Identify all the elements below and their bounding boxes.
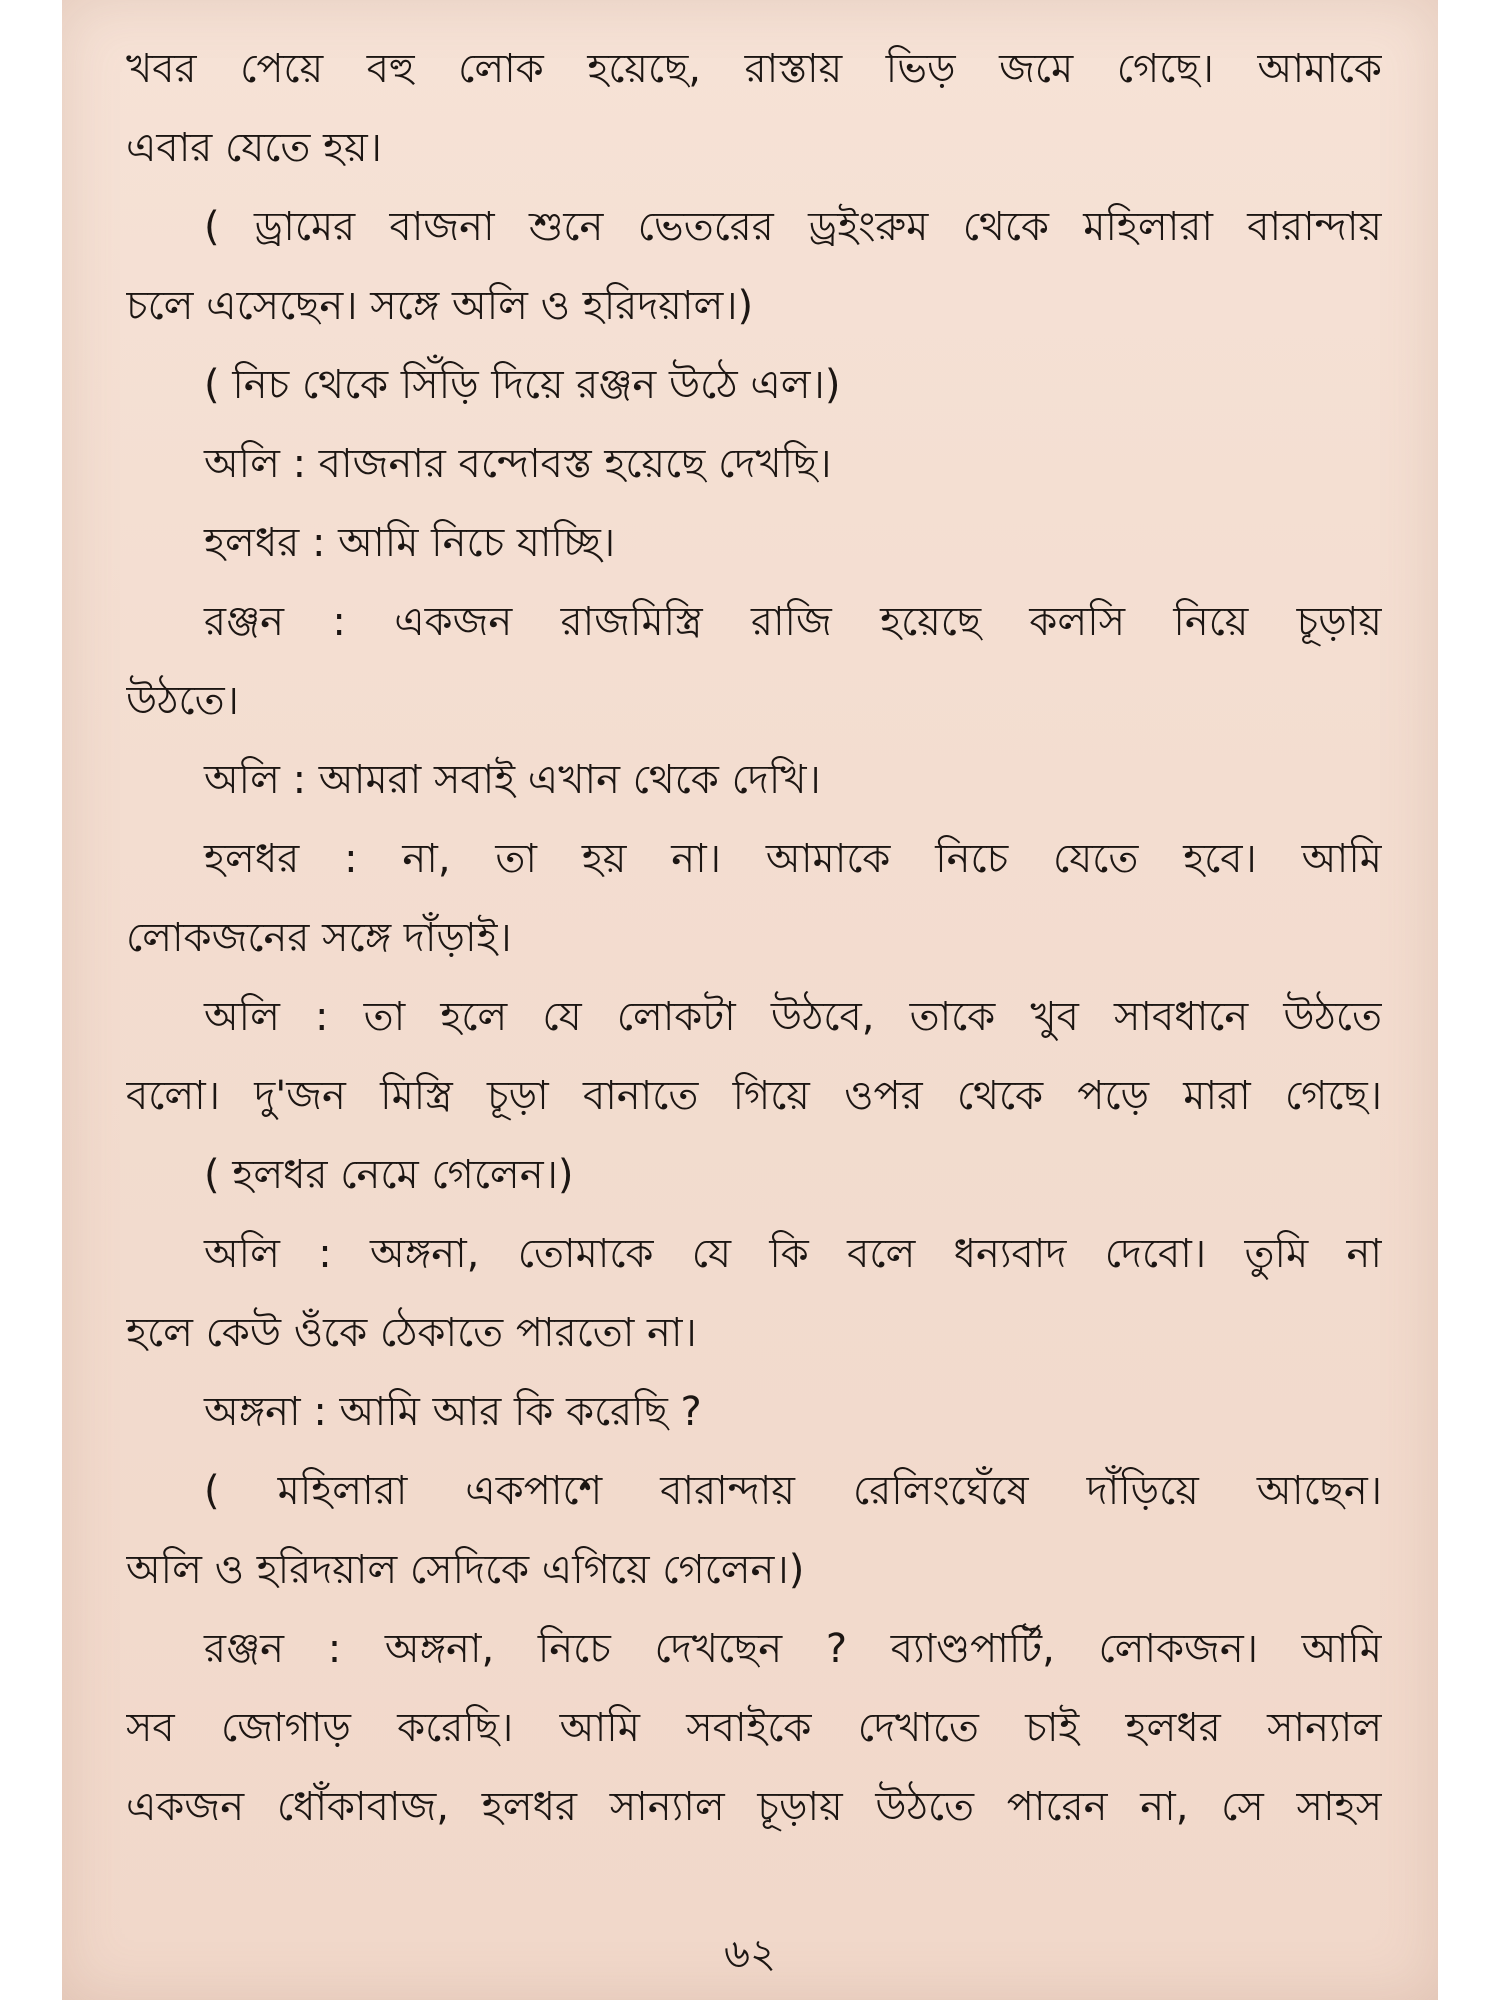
dialogue-line: একজন ধোঁকাবাজ, হলধর সান্যাল চূড়ায় উঠতে পারেন না, সে সাহস	[126, 1784, 1382, 1830]
stage-direction-line: ( নিচ থেকে সিঁড়ি দিয়ে রঞ্জন উঠে এল।)	[204, 362, 841, 408]
text-line: খবর পেয়ে বহু লোক হয়েছে, রাস্তায় ভিড় জমে গেছে। আমাকে	[126, 46, 1382, 92]
stage-direction-line: ( ড্রামের বাজনা শুনে ভেতরের ড্রইংরুম থেকে মহিলারা বারান্দায়	[204, 204, 1382, 250]
dialogue-line: অলি : তা হলে যে লোকটা উঠবে, তাকে খুব সাবধানে উঠতে	[204, 994, 1382, 1040]
body-text	[126, 30, 1382, 1847]
page-number: ৬২	[723, 1931, 776, 1977]
dialogue-line: হলধর : আমি নিচে যাচ্ছি।	[204, 520, 616, 566]
text-line: এবার যেতে হয়।	[126, 125, 382, 171]
stage-direction-line: চলে এসেছেন। সঙ্গে অলি ও হরিদয়াল।)	[126, 283, 754, 329]
dialogue-line: লোকজনের সঙ্গে দাঁড়াই।	[126, 915, 512, 961]
stage-direction-line: ( হলধর নেমে গেলেন।)	[204, 1152, 574, 1198]
dialogue-line: রঞ্জন : একজন রাজমিস্ত্রি রাজি হয়েছে কলসি নিয়ে চূড়ায়	[204, 599, 1382, 645]
dialogue-line: উঠতে।	[126, 678, 239, 724]
stage-direction-line: ( মহিলারা একপাশে বারান্দায় রেলিংঘেঁষে দাঁড়িয়ে আছেন।	[204, 1468, 1382, 1514]
book-page	[62, 0, 1438, 2000]
dialogue-line: বলো। দু'জন মিস্ত্রি চূড়া বানাতে গিয়ে ওপর থেকে পড়ে মারা গেছে।	[126, 1073, 1382, 1119]
dialogue-line: অলি : অঙ্গনা, তোমাকে যে কি বলে ধন্যবাদ দেবো। তুমি না	[204, 1231, 1382, 1277]
stage-direction-line: অলি ও হরিদয়াল সেদিকে এগিয়ে গেলেন।)	[126, 1547, 805, 1593]
dialogue-line: অলি : আমরা সবাই এখান থেকে দেখি।	[204, 757, 821, 803]
dialogue-line: রঞ্জন : অঙ্গনা, নিচে দেখছেন ? ব্যাণ্ডপার্টি, লোকজন। আমি	[204, 1626, 1382, 1672]
dialogue-line: অলি : বাজনার বন্দোবস্ত হয়েছে দেখছি।	[204, 441, 832, 487]
dialogue-line: হলে কেউ ওঁকে ঠেকাতে পারতো না।	[126, 1310, 697, 1356]
dialogue-line: হলধর : না, তা হয় না। আমাকে নিচে যেতে হবে। আমি	[204, 836, 1382, 882]
dialogue-line: অঙ্গনা : আমি আর কি করেছি ?	[204, 1389, 702, 1435]
dialogue-line: সব জোগাড় করেছি। আমি সবাইকে দেখাতে চাই হলধর সান্যাল	[126, 1705, 1382, 1751]
